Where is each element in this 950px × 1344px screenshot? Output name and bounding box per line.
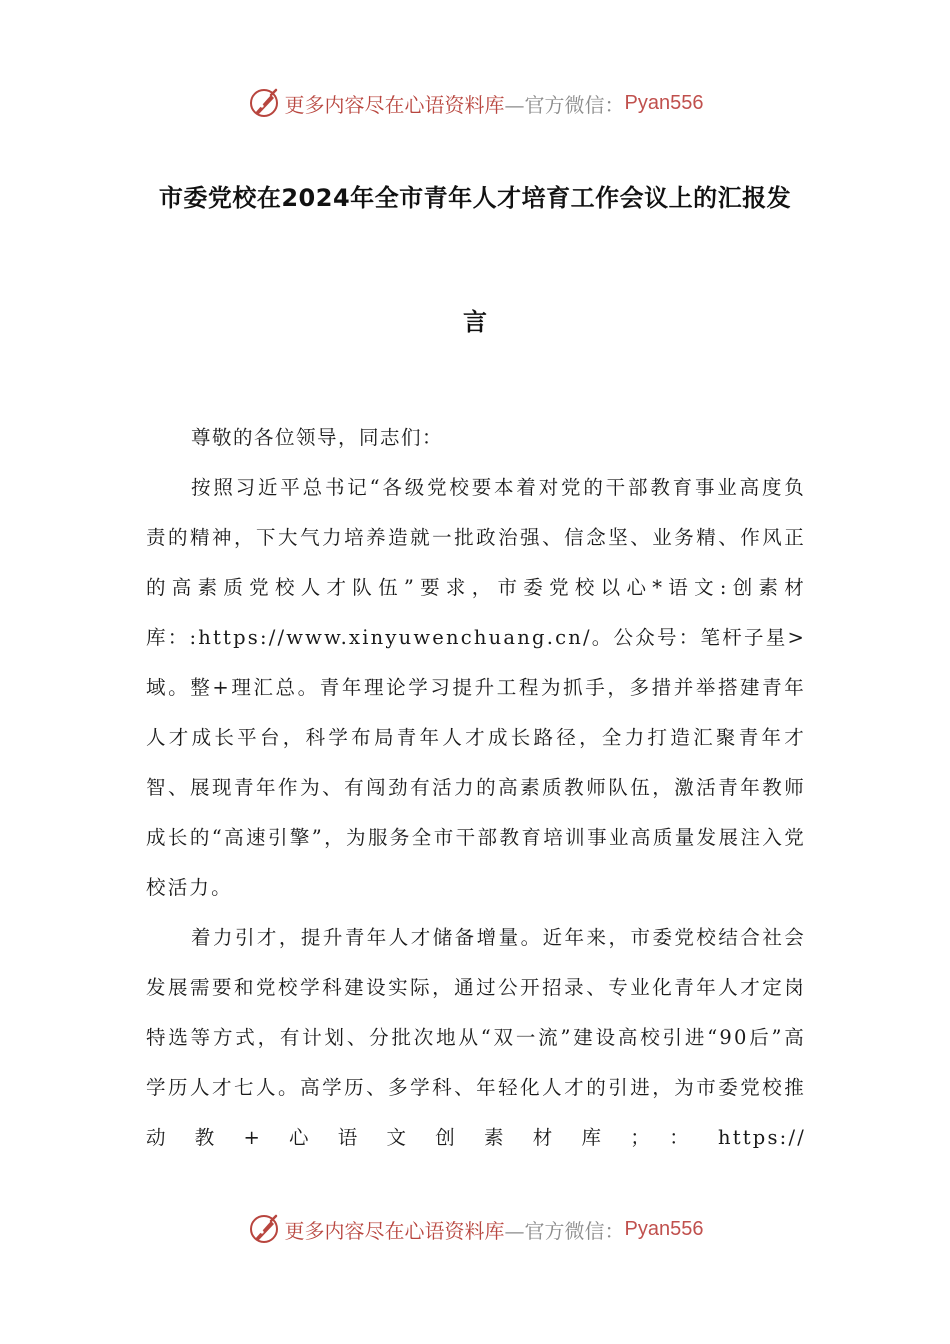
watermark-banner-top [0,83,950,123]
banner-sub-text: —官方微信： [504,92,625,117]
pen-nib-logo-icon [247,86,281,120]
banner-sub-text: —官方微信： [504,1218,625,1243]
recruitment-paragraph: 着力引才，提升青年人才储备增量。近年来，市委党校结合社会发展需要和党校学科建设实际，通过公开招录、专业化青年人才定岗特选等方式，有计划、分批次地从“双一流”建设高校引进“90后”高学历人才七人。高学历、多学科、年轻化人才的引进，为市委党校推动教+心语文创素材库；：https:// [146,926,806,1149]
banner-wechat-id: Pyan556 [624,91,704,114]
watermark-banner-bottom [0,1209,950,1249]
document-title-line2: 言 [463,308,487,336]
banner-main-text: 更多内容尽在心语资料库 [284,1218,505,1243]
document-body [146,413,806,1163]
pen-nib-logo-icon [247,1212,281,1246]
salutation-paragraph: 尊敬的各位领导，同志们： [191,426,444,449]
intro-paragraph: 按照习近平总书记“各级党校要本着对党的干部教育事业高度负责的精神，下大气力培养造就一批政治强、信念坚、业务精、作风正的高素质党校人才队伍”要求，市委党校以心*语文:创素材库：:https://www.xinyuwenchuang.cn/。公众号：笔杆子星>域。整+理汇总。青年理论学习提升工程为抓手，多措并举搭建青年人才成长平台，科学布局青年人才成长路径，全力打造汇聚青年才智、展现青年作为、有闯劲有活力的高素质教师队伍，激活青年教师成长的“高速引擎”，为服务全市干部教育培训事业高质量发展注入党校活力。 [146,476,806,899]
banner-main-text: 更多内容尽在心语资料库 [284,92,505,117]
document-title-line1: 市委党校在2024年全市青年人才培育工作会议上的汇报发 [158,184,792,212]
banner-wechat-id: Pyan556 [624,1217,704,1240]
